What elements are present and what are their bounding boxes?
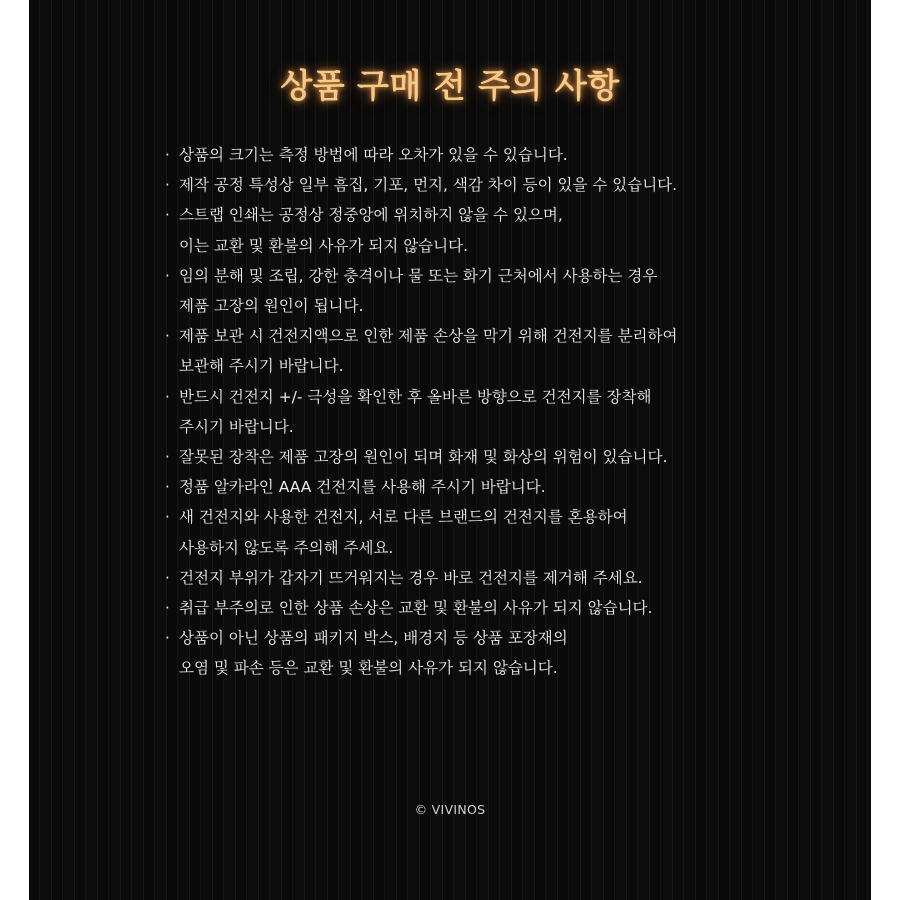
bullet-mark: · — [165, 206, 170, 225]
bullet-mark: · — [165, 327, 170, 346]
notice-text: 임의 분해 및 조립, 강한 충격이나 물 또는 화기 근처에서 사용하는 경우 — [179, 266, 658, 285]
notice-text: 오염 및 파손 등은 교환 및 환불의 사유가 되지 않습니다. — [179, 659, 558, 678]
notice-item — [165, 261, 785, 321]
notice-text: 상품의 크기는 측정 방법에 따라 오차가 있을 수 있습니다. — [179, 146, 568, 164]
page-title: 상품 구매 전 주의 사항 — [280, 66, 620, 105]
notice-text: 취급 부주의로 인한 상품 손상은 교환 및 환불의 사유가 되지 않습니다. — [179, 599, 653, 618]
bullet-mark: · — [165, 629, 170, 648]
notice-text: 제품 보관 시 건전지액으로 인한 제품 손상을 막기 위해 건전지를 분리하여 — [179, 327, 678, 346]
notice-item — [165, 502, 785, 562]
notice-item — [165, 200, 785, 260]
notice-text: 주시기 바랍니다. — [179, 417, 294, 436]
notice-text: 잘못된 장착은 제품 고장의 원인이 되며 화재 및 화상의 위험이 있습니다. — [179, 448, 668, 467]
notice-item — [165, 563, 785, 593]
bullet-mark: · — [165, 146, 170, 164]
notice-item — [165, 321, 785, 381]
notice-text: 건전지 부위가 갑자기 뜨거워지는 경우 바로 건전지를 제거해 주세요. — [179, 568, 643, 587]
notice-text: 정품 알카라인 AAA 건전지를 사용해 주시기 바랍니다. — [179, 478, 546, 497]
notice-text: 사용하지 않도록 주의해 주세요. — [179, 538, 394, 557]
bullet-mark: · — [165, 448, 170, 467]
notice-text: 보관해 주시기 바랍니다. — [179, 357, 344, 376]
notice-text: 상품이 아닌 상품의 패키지 박스, 배경지 등 상품 포장재의 — [179, 629, 568, 648]
notice-text: 이는 교환 및 환불의 사유가 되지 않습니다. — [179, 236, 469, 255]
notice-text: 반드시 건전지 +/- 극성을 확인한 후 올바른 방향으로 건전지를 장착해 — [179, 387, 652, 406]
notice-item — [165, 472, 785, 502]
notice-item — [165, 442, 785, 472]
notice-list — [165, 140, 785, 684]
notice-item — [165, 593, 785, 623]
bullet-mark: · — [165, 568, 170, 587]
bullet-mark: · — [165, 387, 170, 406]
notice-item — [165, 170, 785, 200]
notice-text: 제작 공정 특성상 일부 흠집, 기포, 먼지, 색감 차이 등이 있을 수 있습니다. — [179, 176, 678, 195]
bullet-mark: · — [165, 266, 170, 285]
notice-item — [165, 382, 785, 442]
notice-text: 새 건전지와 사용한 건전지, 서로 다른 브랜드의 건전지를 혼용하여 — [179, 508, 628, 527]
notice-item — [165, 623, 785, 683]
notice-text: 스트랩 인쇄는 공정상 정중앙에 위치하지 않을 수 있으며, — [179, 206, 563, 225]
notice-text: 제품 고장의 원인이 됩니다. — [179, 297, 364, 316]
bullet-mark: · — [165, 508, 170, 527]
copyright-text: © VIVINOS — [414, 802, 486, 817]
bullet-mark: · — [165, 478, 170, 497]
bullet-mark: · — [165, 176, 170, 195]
notice-panel — [29, 0, 871, 900]
bullet-mark: · — [165, 599, 170, 618]
notice-item — [165, 140, 785, 170]
